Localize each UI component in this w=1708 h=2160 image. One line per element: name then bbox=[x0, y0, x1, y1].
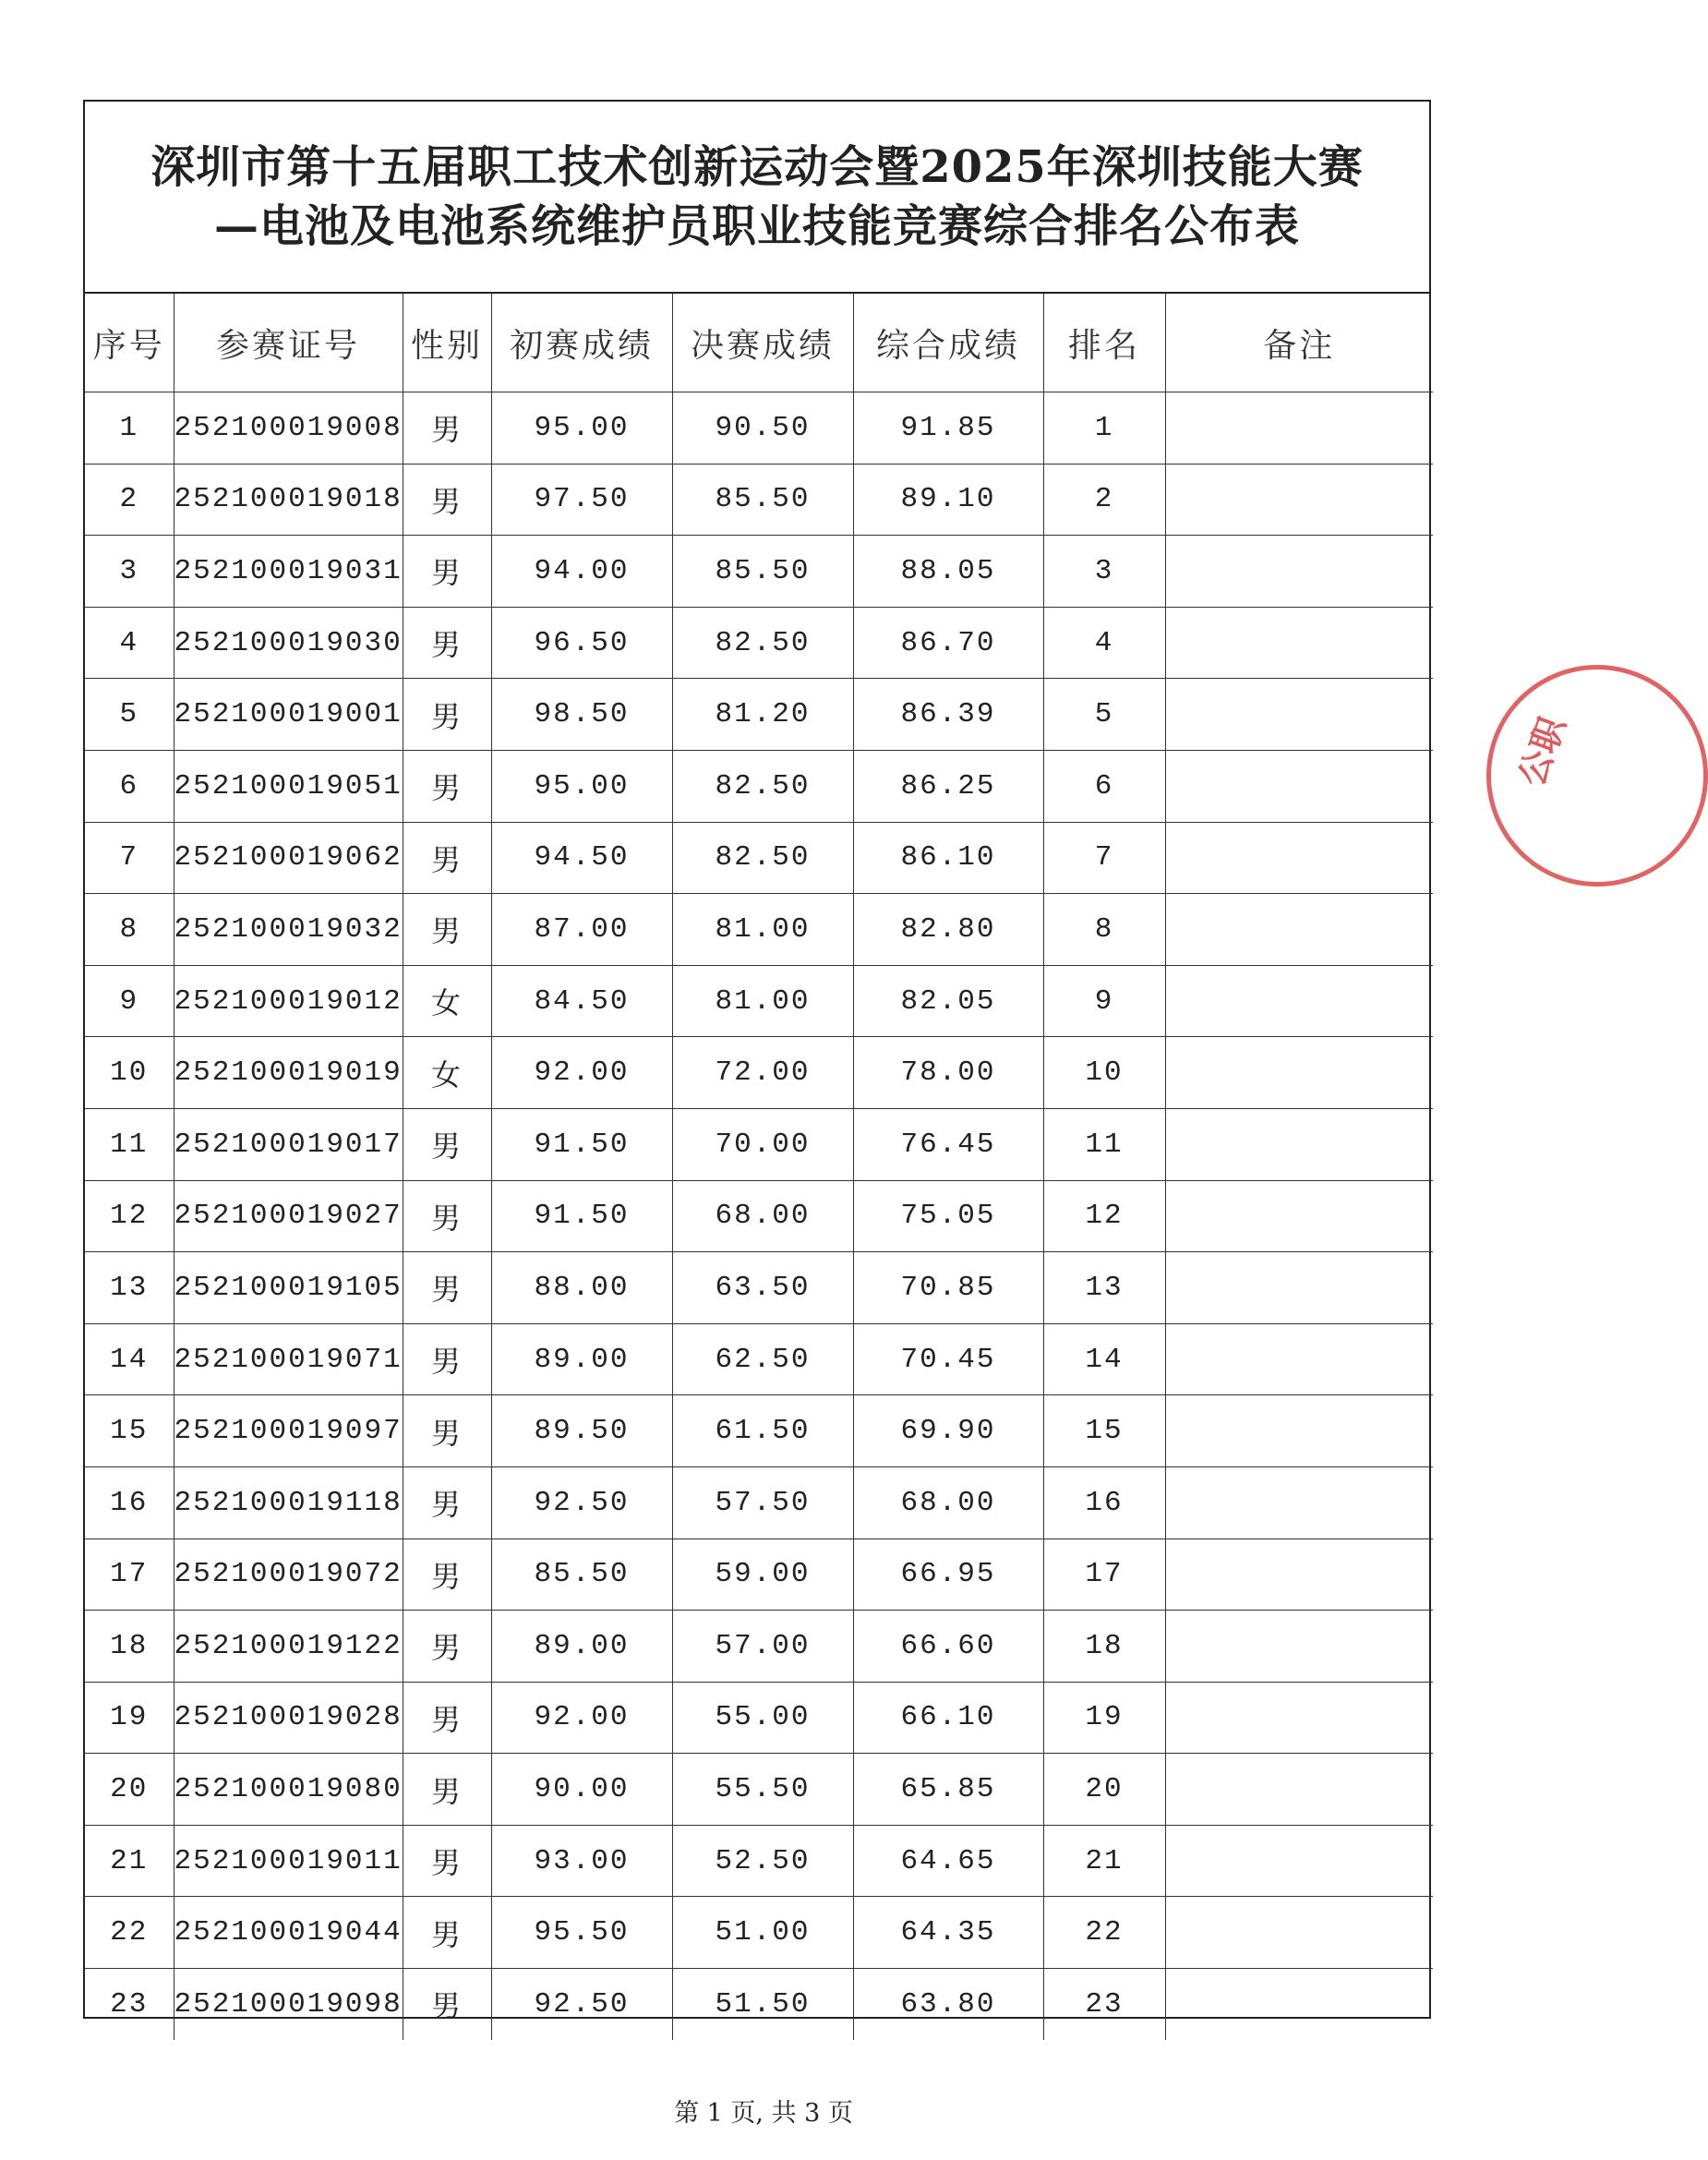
cell-rank: 2 bbox=[1043, 464, 1165, 536]
cell-overall-score: 64.35 bbox=[853, 1897, 1043, 1969]
cell-preliminary-score: 89.00 bbox=[491, 1611, 672, 1683]
cell-remarks bbox=[1165, 1539, 1433, 1611]
cell-gender: 男 bbox=[403, 750, 491, 822]
table-row bbox=[85, 894, 1433, 966]
cell-gender: 男 bbox=[403, 1969, 491, 2040]
cell-final-score: 57.00 bbox=[672, 1611, 853, 1683]
cell-gender: 女 bbox=[403, 1037, 491, 1109]
cell-remarks bbox=[1165, 1466, 1433, 1539]
cell-overall-score: 86.10 bbox=[853, 822, 1043, 894]
cell-rank: 13 bbox=[1043, 1252, 1165, 1324]
cell-gender: 男 bbox=[403, 1897, 491, 1969]
cell-overall-score: 64.65 bbox=[853, 1825, 1043, 1897]
cell-final-score: 70.00 bbox=[672, 1108, 853, 1180]
cell-index: 11 bbox=[85, 1108, 174, 1180]
cell-preliminary-score: 87.00 bbox=[491, 894, 672, 966]
cell-gender: 男 bbox=[403, 679, 491, 751]
cell-index: 16 bbox=[85, 1466, 174, 1539]
cell-gender: 男 bbox=[403, 1323, 491, 1395]
cell-rank: 16 bbox=[1043, 1466, 1165, 1539]
cell-entry-number: 252100019051 bbox=[174, 750, 403, 822]
cell-remarks bbox=[1165, 464, 1433, 536]
cell-overall-score: 66.10 bbox=[853, 1682, 1043, 1754]
cell-index: 22 bbox=[85, 1897, 174, 1969]
cell-gender: 男 bbox=[403, 1825, 491, 1897]
cell-preliminary-score: 85.50 bbox=[491, 1539, 672, 1611]
table-row bbox=[85, 1682, 1433, 1754]
cell-index: 15 bbox=[85, 1395, 174, 1467]
header-preliminary-score: 初赛成绩 bbox=[491, 294, 672, 392]
cell-final-score: 82.50 bbox=[672, 607, 853, 679]
cell-final-score: 85.50 bbox=[672, 536, 853, 608]
cell-gender: 男 bbox=[403, 1466, 491, 1539]
cell-final-score: 82.50 bbox=[672, 822, 853, 894]
table-row bbox=[85, 1969, 1433, 2040]
cell-index: 2 bbox=[85, 464, 174, 536]
table-row bbox=[85, 392, 1433, 465]
cell-entry-number: 252100019012 bbox=[174, 965, 403, 1037]
cell-preliminary-score: 91.50 bbox=[491, 1180, 672, 1252]
cell-final-score: 82.50 bbox=[672, 750, 853, 822]
table-row bbox=[85, 1825, 1433, 1897]
cell-entry-number: 252100019032 bbox=[174, 894, 403, 966]
cell-entry-number: 252100019027 bbox=[174, 1180, 403, 1252]
title-block bbox=[85, 102, 1429, 294]
cell-preliminary-score: 96.50 bbox=[491, 607, 672, 679]
cell-final-score: 57.50 bbox=[672, 1466, 853, 1539]
cell-entry-number: 252100019008 bbox=[174, 392, 403, 465]
cell-overall-score: 82.05 bbox=[853, 965, 1043, 1037]
table-row bbox=[85, 1037, 1433, 1109]
cell-entry-number: 252100019028 bbox=[174, 1682, 403, 1754]
table-row bbox=[85, 1323, 1433, 1395]
cell-preliminary-score: 98.50 bbox=[491, 679, 672, 751]
cell-final-score: 59.00 bbox=[672, 1539, 853, 1611]
header-final-score: 决赛成绩 bbox=[672, 294, 853, 392]
ranking-sheet bbox=[83, 100, 1431, 2024]
cell-entry-number: 252100019062 bbox=[174, 822, 403, 894]
cell-remarks bbox=[1165, 1395, 1433, 1467]
header-rank: 排名 bbox=[1043, 294, 1165, 392]
cell-index: 9 bbox=[85, 965, 174, 1037]
cell-remarks bbox=[1165, 1611, 1433, 1683]
cell-remarks bbox=[1165, 607, 1433, 679]
cell-final-score: 90.50 bbox=[672, 392, 853, 465]
page-number: 第 1 页, 共 3 页 bbox=[674, 2099, 853, 2128]
cell-overall-score: 82.80 bbox=[853, 894, 1043, 966]
cell-overall-score: 65.85 bbox=[853, 1754, 1043, 1826]
header-index: 序号 bbox=[85, 294, 174, 392]
cell-rank: 15 bbox=[1043, 1395, 1165, 1467]
cell-remarks bbox=[1165, 1323, 1433, 1395]
cell-overall-score: 68.00 bbox=[853, 1466, 1043, 1539]
cell-gender: 男 bbox=[403, 1180, 491, 1252]
cell-preliminary-score: 92.00 bbox=[491, 1682, 672, 1754]
score-table bbox=[85, 294, 1433, 2040]
cell-entry-number: 252100019017 bbox=[174, 1108, 403, 1180]
header-remarks: 备注 bbox=[1165, 294, 1433, 392]
cell-overall-score: 63.80 bbox=[853, 1969, 1043, 2040]
cell-index: 19 bbox=[85, 1682, 174, 1754]
cell-rank: 22 bbox=[1043, 1897, 1165, 1969]
cell-entry-number: 252100019031 bbox=[174, 536, 403, 608]
cell-final-score: 52.50 bbox=[672, 1825, 853, 1897]
cell-overall-score: 70.45 bbox=[853, 1323, 1043, 1395]
cell-rank: 14 bbox=[1043, 1323, 1165, 1395]
cell-index: 17 bbox=[85, 1539, 174, 1611]
cell-entry-number: 252100019118 bbox=[174, 1466, 403, 1539]
cell-index: 18 bbox=[85, 1611, 174, 1683]
cell-remarks bbox=[1165, 822, 1433, 894]
cell-final-score: 81.00 bbox=[672, 965, 853, 1037]
cell-overall-score: 91.85 bbox=[853, 392, 1043, 465]
cell-rank: 7 bbox=[1043, 822, 1165, 894]
cell-preliminary-score: 91.50 bbox=[491, 1108, 672, 1180]
cell-remarks bbox=[1165, 1825, 1433, 1897]
cell-final-score: 68.00 bbox=[672, 1180, 853, 1252]
cell-overall-score: 76.45 bbox=[853, 1108, 1043, 1180]
table-row bbox=[85, 750, 1433, 822]
table-row bbox=[85, 1252, 1433, 1324]
cell-overall-score: 66.95 bbox=[853, 1539, 1043, 1611]
cell-rank: 1 bbox=[1043, 392, 1165, 465]
cell-remarks bbox=[1165, 894, 1433, 966]
cell-gender: 男 bbox=[403, 1395, 491, 1467]
cell-final-score: 62.50 bbox=[672, 1323, 853, 1395]
cell-index: 6 bbox=[85, 750, 174, 822]
cell-rank: 12 bbox=[1043, 1180, 1165, 1252]
cell-final-score: 61.50 bbox=[672, 1395, 853, 1467]
official-seal bbox=[1486, 665, 1708, 887]
header-gender: 性别 bbox=[403, 294, 491, 392]
cell-remarks bbox=[1165, 679, 1433, 751]
cell-entry-number: 252100019044 bbox=[174, 1897, 403, 1969]
cell-overall-score: 86.25 bbox=[853, 750, 1043, 822]
cell-preliminary-score: 95.00 bbox=[491, 750, 672, 822]
cell-preliminary-score: 94.50 bbox=[491, 822, 672, 894]
cell-rank: 20 bbox=[1043, 1754, 1165, 1826]
cell-overall-score: 89.10 bbox=[853, 464, 1043, 536]
cell-remarks bbox=[1165, 750, 1433, 822]
cell-overall-score: 86.70 bbox=[853, 607, 1043, 679]
cell-gender: 男 bbox=[403, 894, 491, 966]
cell-gender: 男 bbox=[403, 607, 491, 679]
cell-final-score: 85.50 bbox=[672, 464, 853, 536]
cell-entry-number: 252100019080 bbox=[174, 1754, 403, 1826]
cell-rank: 17 bbox=[1043, 1539, 1165, 1611]
cell-remarks bbox=[1165, 1969, 1433, 2040]
cell-rank: 10 bbox=[1043, 1037, 1165, 1109]
cell-final-score: 81.00 bbox=[672, 894, 853, 966]
table-row bbox=[85, 1108, 1433, 1180]
header-entry-number: 参赛证号 bbox=[174, 294, 403, 392]
cell-remarks bbox=[1165, 1108, 1433, 1180]
cell-index: 7 bbox=[85, 822, 174, 894]
title-line-2: —电池及电池系统维护员职业技能竞赛综合排名公布表 bbox=[213, 200, 1300, 252]
cell-index: 10 bbox=[85, 1037, 174, 1109]
cell-final-score: 51.00 bbox=[672, 1897, 853, 1969]
cell-index: 4 bbox=[85, 607, 174, 679]
cell-preliminary-score: 90.00 bbox=[491, 1754, 672, 1826]
cell-preliminary-score: 89.50 bbox=[491, 1395, 672, 1467]
cell-final-score: 55.50 bbox=[672, 1754, 853, 1826]
cell-overall-score: 66.60 bbox=[853, 1611, 1043, 1683]
cell-preliminary-score: 88.00 bbox=[491, 1252, 672, 1324]
cell-remarks bbox=[1165, 965, 1433, 1037]
table-body bbox=[85, 392, 1433, 2040]
cell-rank: 4 bbox=[1043, 607, 1165, 679]
cell-overall-score: 75.05 bbox=[853, 1180, 1043, 1252]
cell-index: 3 bbox=[85, 536, 174, 608]
cell-entry-number: 252100019018 bbox=[174, 464, 403, 536]
cell-overall-score: 69.90 bbox=[853, 1395, 1043, 1467]
cell-preliminary-score: 95.00 bbox=[491, 392, 672, 465]
cell-gender: 男 bbox=[403, 536, 491, 608]
cell-preliminary-score: 95.50 bbox=[491, 1897, 672, 1969]
cell-entry-number: 252100019098 bbox=[174, 1969, 403, 2040]
table-row bbox=[85, 965, 1433, 1037]
cell-rank: 9 bbox=[1043, 965, 1165, 1037]
cell-gender: 男 bbox=[403, 464, 491, 536]
cell-rank: 21 bbox=[1043, 1825, 1165, 1897]
cell-remarks bbox=[1165, 1180, 1433, 1252]
cell-preliminary-score: 92.50 bbox=[491, 1466, 672, 1539]
cell-rank: 8 bbox=[1043, 894, 1165, 966]
cell-entry-number: 252100019122 bbox=[174, 1611, 403, 1683]
cell-gender: 男 bbox=[403, 1108, 491, 1180]
cell-entry-number: 252100019019 bbox=[174, 1037, 403, 1109]
cell-rank: 3 bbox=[1043, 536, 1165, 608]
table-row bbox=[85, 1897, 1433, 1969]
cell-gender: 女 bbox=[403, 965, 491, 1037]
table-row bbox=[85, 607, 1433, 679]
cell-overall-score: 78.00 bbox=[853, 1037, 1043, 1109]
cell-preliminary-score: 97.50 bbox=[491, 464, 672, 536]
cell-index: 20 bbox=[85, 1754, 174, 1826]
cell-index: 13 bbox=[85, 1252, 174, 1324]
table-row bbox=[85, 1466, 1433, 1539]
cell-gender: 男 bbox=[403, 1539, 491, 1611]
cell-entry-number: 252100019097 bbox=[174, 1395, 403, 1467]
cell-rank: 11 bbox=[1043, 1108, 1165, 1180]
cell-final-score: 51.50 bbox=[672, 1969, 853, 2040]
header-row bbox=[85, 294, 1433, 392]
header-overall-score: 综合成绩 bbox=[853, 294, 1043, 392]
cell-gender: 男 bbox=[403, 822, 491, 894]
cell-entry-number: 252100019030 bbox=[174, 607, 403, 679]
cell-preliminary-score: 92.00 bbox=[491, 1037, 672, 1109]
cell-remarks bbox=[1165, 1037, 1433, 1109]
cell-final-score: 63.50 bbox=[672, 1252, 853, 1324]
cell-preliminary-score: 94.00 bbox=[491, 536, 672, 608]
cell-preliminary-score: 89.00 bbox=[491, 1323, 672, 1395]
cell-gender: 男 bbox=[403, 1754, 491, 1826]
cell-remarks bbox=[1165, 392, 1433, 465]
cell-remarks bbox=[1165, 536, 1433, 608]
table-row bbox=[85, 1539, 1433, 1611]
cell-index: 21 bbox=[85, 1825, 174, 1897]
cell-rank: 6 bbox=[1043, 750, 1165, 822]
cell-remarks bbox=[1165, 1682, 1433, 1754]
cell-preliminary-score: 93.00 bbox=[491, 1825, 672, 1897]
cell-preliminary-score: 84.50 bbox=[491, 965, 672, 1037]
cell-remarks bbox=[1165, 1754, 1433, 1826]
cell-entry-number: 252100019071 bbox=[174, 1323, 403, 1395]
cell-entry-number: 252100019105 bbox=[174, 1252, 403, 1324]
cell-gender: 男 bbox=[403, 1611, 491, 1683]
cell-rank: 23 bbox=[1043, 1969, 1165, 2040]
cell-index: 14 bbox=[85, 1323, 174, 1395]
cell-index: 12 bbox=[85, 1180, 174, 1252]
table-row bbox=[85, 1395, 1433, 1467]
cell-gender: 男 bbox=[403, 1682, 491, 1754]
cell-overall-score: 88.05 bbox=[853, 536, 1043, 608]
table-row bbox=[85, 1754, 1433, 1826]
cell-rank: 18 bbox=[1043, 1611, 1165, 1683]
seal-text: 公职 bbox=[1510, 711, 1573, 791]
cell-entry-number: 252100019011 bbox=[174, 1825, 403, 1897]
table-row bbox=[85, 1611, 1433, 1683]
cell-final-score: 72.00 bbox=[672, 1037, 853, 1109]
table-row bbox=[85, 1180, 1433, 1252]
cell-overall-score: 70.85 bbox=[853, 1252, 1043, 1324]
cell-overall-score: 86.39 bbox=[853, 679, 1043, 751]
cell-gender: 男 bbox=[403, 1252, 491, 1324]
cell-index: 23 bbox=[85, 1969, 174, 2040]
cell-final-score: 81.20 bbox=[672, 679, 853, 751]
cell-remarks bbox=[1165, 1252, 1433, 1324]
table-row bbox=[85, 679, 1433, 751]
cell-rank: 5 bbox=[1043, 679, 1165, 751]
table-row bbox=[85, 536, 1433, 608]
cell-index: 5 bbox=[85, 679, 174, 751]
title-line-1: 深圳市第十五届职工技术创新运动会暨2025年深圳技能大赛 bbox=[150, 141, 1364, 193]
cell-rank: 19 bbox=[1043, 1682, 1165, 1754]
table-row bbox=[85, 822, 1433, 894]
cell-entry-number: 252100019072 bbox=[174, 1539, 403, 1611]
cell-index: 8 bbox=[85, 894, 174, 966]
table-row bbox=[85, 464, 1433, 536]
cell-remarks bbox=[1165, 1897, 1433, 1969]
cell-preliminary-score: 92.50 bbox=[491, 1969, 672, 2040]
cell-gender: 男 bbox=[403, 392, 491, 465]
cell-index: 1 bbox=[85, 392, 174, 465]
cell-final-score: 55.00 bbox=[672, 1682, 853, 1754]
cell-entry-number: 252100019001 bbox=[174, 679, 403, 751]
